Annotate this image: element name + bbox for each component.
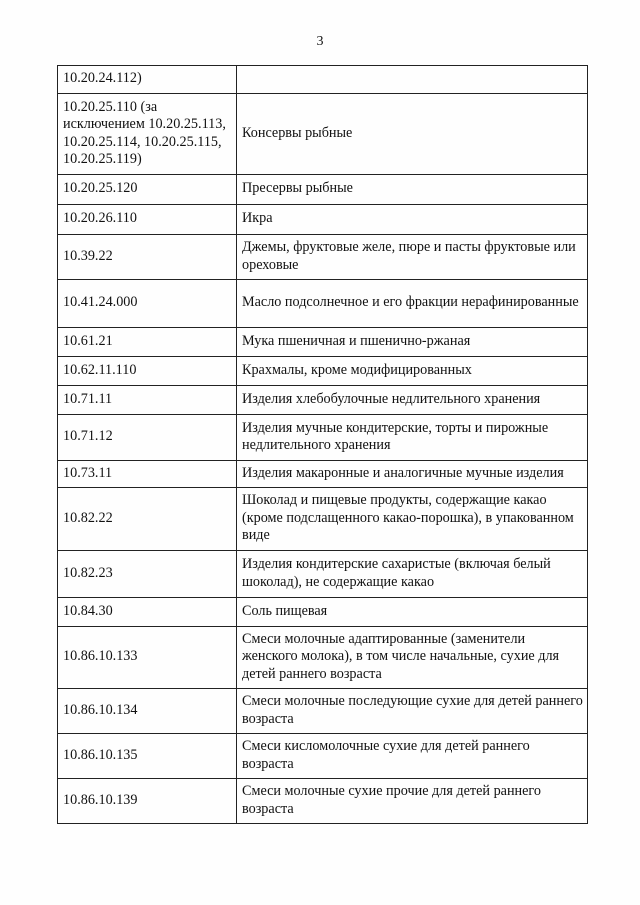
table-row — [58, 779, 588, 824]
name-cell: Изделия кондитерские сахаристые (включая белый шоколад), не содержащие какао — [237, 551, 588, 598]
table-row — [58, 66, 588, 94]
code-cell: 10.86.10.133 — [58, 627, 237, 689]
name-cell: Мука пшеничная и пшенично-ржаная — [237, 328, 588, 357]
table-row — [58, 488, 588, 551]
name-cell: Пресервы рыбные — [237, 175, 588, 205]
table-row — [58, 94, 588, 175]
name-cell: Изделия мучные кондитерские, торты и пирожные недлительного хранения — [237, 415, 588, 461]
table-row — [58, 235, 588, 280]
name-cell: Смеси молочные последующие сухие для детей раннего возраста — [237, 689, 588, 734]
code-cell: 10.39.22 — [58, 235, 237, 280]
table-row — [58, 175, 588, 205]
code-cell: 10.20.25.110 (за исключением 10.20.25.113, 10.20.25.114, 10.20.25.115, 10.20.25.119) — [58, 94, 237, 175]
name-cell: Смеси молочные адаптированные (заменители женского молока), в том числе начальные, сухие для детей раннего возраста — [237, 627, 588, 689]
table-row — [58, 205, 588, 235]
code-cell: 10.20.26.110 — [58, 205, 237, 235]
code-cell: 10.86.10.135 — [58, 734, 237, 779]
name-cell: Смеси кисломолочные сухие для детей раннего возраста — [237, 734, 588, 779]
name-cell: Масло подсолнечное и его фракции нерафинированные — [237, 280, 588, 328]
code-cell: 10.41.24.000 — [58, 280, 237, 328]
table-row — [58, 328, 588, 357]
code-cell: 10.86.10.139 — [58, 779, 237, 824]
code-cell: 10.62.11.110 — [58, 357, 237, 386]
name-cell: Джемы, фруктовые желе, пюре и пасты фруктовые или ореховые — [237, 235, 588, 280]
code-cell: 10.73.11 — [58, 461, 237, 488]
table-row — [58, 551, 588, 598]
code-cell: 10.82.23 — [58, 551, 237, 598]
table-row — [58, 280, 588, 328]
code-cell: 10.71.12 — [58, 415, 237, 461]
table-row — [58, 415, 588, 461]
table-row — [58, 627, 588, 689]
code-cell: 10.84.30 — [58, 598, 237, 627]
name-cell: Изделия хлебобулочные недлительного хранения — [237, 386, 588, 415]
table-row — [58, 461, 588, 488]
table-row — [58, 689, 588, 734]
name-cell: Консервы рыбные — [237, 94, 588, 175]
name-cell: Соль пищевая — [237, 598, 588, 627]
table-row — [58, 734, 588, 779]
name-cell: Икра — [237, 205, 588, 235]
code-cell: 10.20.24.112) — [58, 66, 237, 94]
product-code-table — [57, 65, 588, 824]
code-cell: 10.61.21 — [58, 328, 237, 357]
code-cell: 10.86.10.134 — [58, 689, 237, 734]
name-cell: Смеси молочные сухие прочие для детей раннего возраста — [237, 779, 588, 824]
code-cell: 10.82.22 — [58, 488, 237, 551]
code-cell: 10.71.11 — [58, 386, 237, 415]
name-cell: Крахмалы, кроме модифицированных — [237, 357, 588, 386]
code-cell: 10.20.25.120 — [58, 175, 237, 205]
table-row — [58, 386, 588, 415]
name-cell: Шоколад и пищевые продукты, содержащие какао (кроме подслащенного какао-порошка), в упакованном виде — [237, 488, 588, 551]
name-cell: Изделия макаронные и аналогичные мучные изделия — [237, 461, 588, 488]
name-cell — [237, 66, 588, 94]
table-row — [58, 598, 588, 627]
page-number: 3 — [316, 34, 324, 49]
table-row — [58, 357, 588, 386]
